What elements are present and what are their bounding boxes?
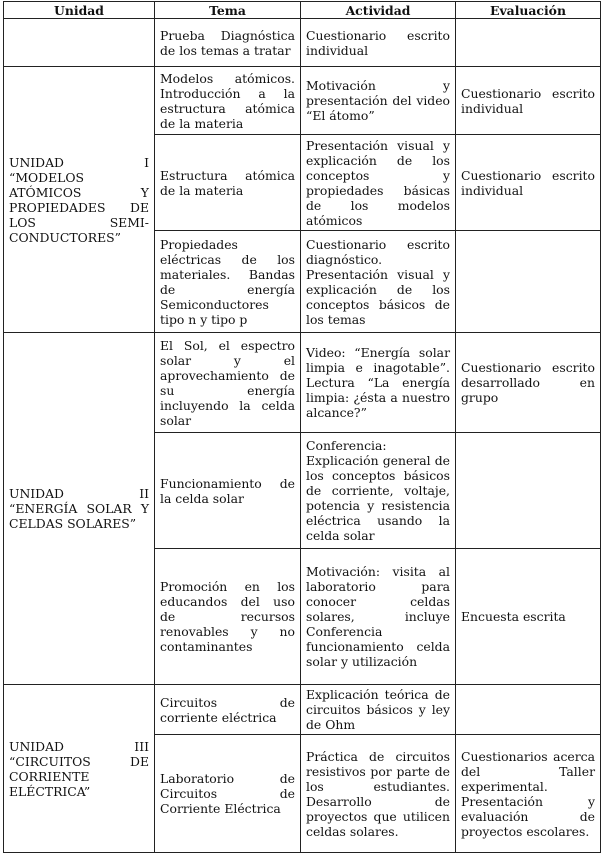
activity-cell: Cuestionario escrito diagnóstico. Presentación visual y explicación de los conceptos básicos de los temas [301, 231, 456, 333]
evaluation-cell: Cuestionarios acerca del Taller experimental. Presentación y evaluación de proyectos escolares. [456, 735, 601, 853]
course-plan-table [3, 1, 601, 853]
unit-2-cell: UNIDAD II “ENERGÍA SOLAR Y CELDAS SOLARES” [4, 333, 155, 685]
topic-cell: Laboratorio de Circuitos de Corriente Eléctrica [155, 735, 301, 853]
header-row [4, 2, 601, 19]
unit-3-cell: UNIDAD III “CIRCUITOS DE CORRIENTE ELÉCTRICA” [4, 685, 155, 853]
unit-cell-empty [4, 19, 155, 67]
evaluation-cell: Cuestionario escrito desarrollado en grupo [456, 333, 601, 433]
topic-cell: Prueba Diagnóstica de los temas a tratar [155, 19, 301, 67]
evaluation-cell [456, 231, 601, 333]
evaluation-cell: Encuesta escrita [456, 549, 601, 685]
activity-cell: Explicación teórica de circuitos básicos y ley de Ohm [301, 685, 456, 735]
table-row [4, 67, 601, 135]
table-row [4, 19, 601, 67]
table-row [4, 333, 601, 433]
evaluation-cell [456, 685, 601, 735]
evaluation-cell: Cuestionario escrito individual [456, 135, 601, 231]
activity-cell: Práctica de circuitos resistivos por parte de los estudiantes. Desarrollo de proyectos que utilicen celdas solares. [301, 735, 456, 853]
topic-cell: Estructura atómica de la materia [155, 135, 301, 231]
header-actividad: Actividad [301, 2, 456, 19]
activity-cell: Video: “Energía solar limpia e inagotable”. Lectura “La energía limpia: ¿ésta a nuestro alcance?” [301, 333, 456, 433]
document-page [3, 1, 601, 853]
activity-cell: Conferencia: Explicación general de los conceptos básicos de corriente, voltaje, potencia y resistencia eléctrica usando la celda solar [301, 433, 456, 549]
topic-cell: Circuitos de corriente eléctrica [155, 685, 301, 735]
activity-cell: Motivación y presentación del video “El átomo” [301, 67, 456, 135]
header-evaluacion: Evaluación [456, 2, 601, 19]
activity-cell: Cuestionario escrito individual [301, 19, 456, 67]
evaluation-cell: Cuestionario escrito individual [456, 67, 601, 135]
activity-cell: Presentación visual y explicación de los conceptos y propiedades básicas de los modelos atómicos [301, 135, 456, 231]
topic-cell: Funcionamiento de la celda solar [155, 433, 301, 549]
evaluation-cell [456, 19, 601, 67]
topic-cell: Propiedades eléctricas de los materiales. Bandas de energía Semiconductores tipo n y tipo p [155, 231, 301, 333]
activity-cell: Motivación: visita al laboratorio para conocer celdas solares, incluye Conferencia funcionamiento celda solar y utilización [301, 549, 456, 685]
header-tema: Tema [155, 2, 301, 19]
topic-cell: Promoción en los educandos del uso de recursos renovables y no contaminantes [155, 549, 301, 685]
table-row [4, 685, 601, 735]
topic-cell: El Sol, el espectro solar y el aprovechamiento de su energía incluyendo la celda solar [155, 333, 301, 433]
evaluation-cell [456, 433, 601, 549]
topic-cell: Modelos atómicos. Introducción a la estructura atómica de la materia [155, 67, 301, 135]
header-unidad: Unidad [4, 2, 155, 19]
unit-1-cell: UNIDAD I “MODELOS ATÓMICOS Y PROPIEDADES DE LOS SEMI-CONDUCTORES” [4, 67, 155, 333]
